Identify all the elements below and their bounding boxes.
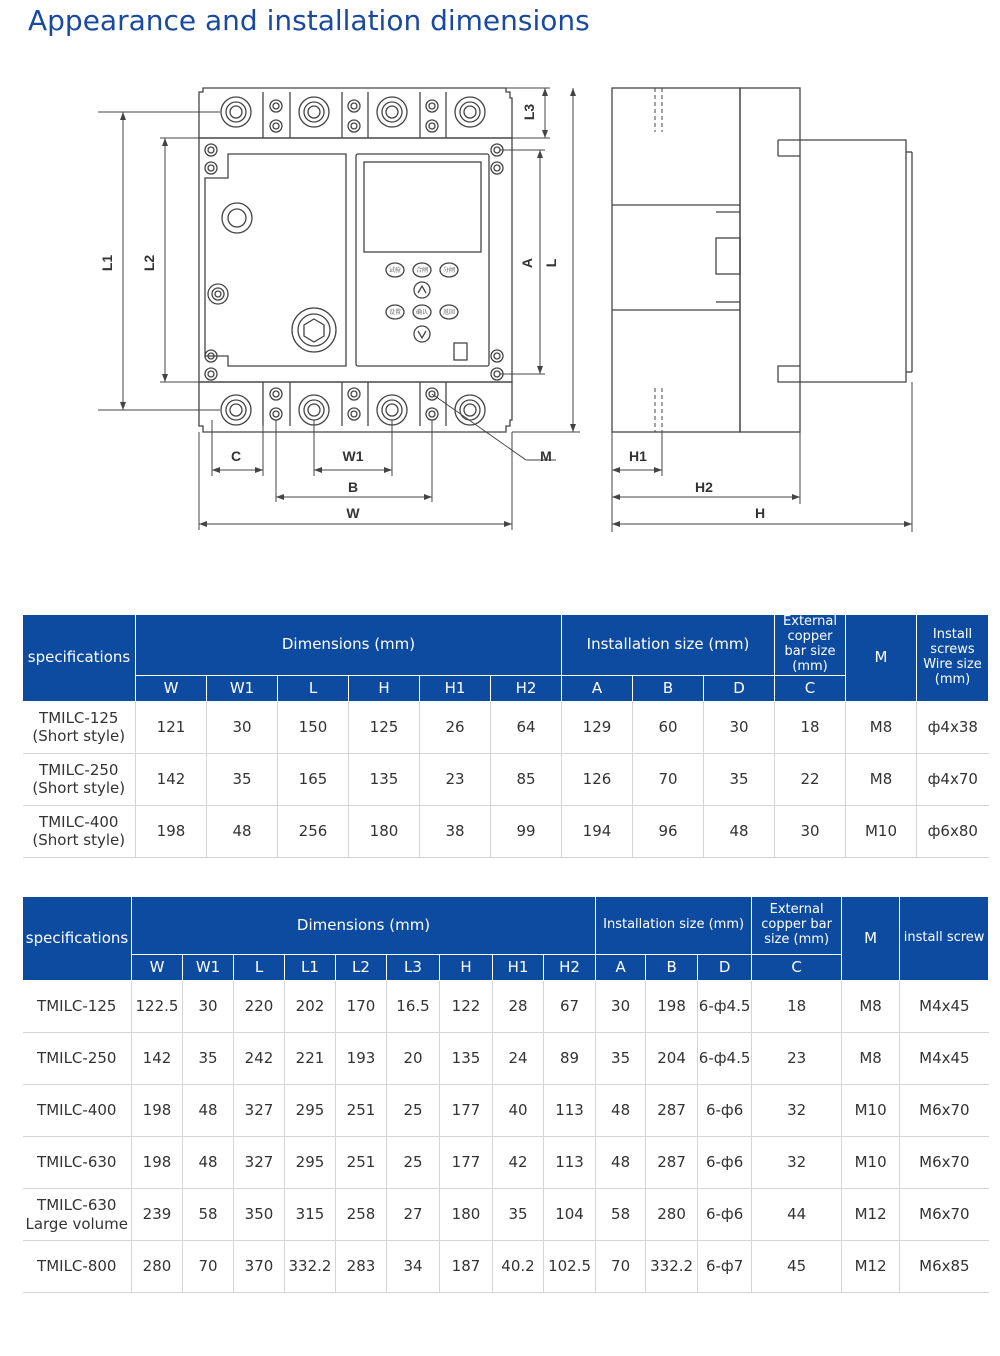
- cell: M6x85: [900, 1241, 989, 1293]
- model-name: TMILC-250: [39, 760, 119, 779]
- model-style: (Short style): [32, 831, 126, 850]
- cell: 126: [562, 753, 633, 805]
- cell: M8: [846, 701, 917, 753]
- cell: 142: [132, 1033, 183, 1085]
- cell: 204: [646, 1033, 698, 1085]
- copper-bar-header: External copper bar size (mm): [752, 897, 842, 955]
- model-name: TMILC-800: [37, 1257, 117, 1276]
- cell: 315: [285, 1189, 336, 1241]
- dim-label-l1: L1: [99, 254, 115, 272]
- panel-button-test: 试验: [388, 267, 402, 274]
- col-header: W1: [207, 675, 278, 701]
- cell: 45: [752, 1241, 842, 1293]
- dim-label-l2: L2: [141, 254, 157, 272]
- dimensions-header: Dimensions (mm): [132, 897, 596, 955]
- cell: 122.5: [132, 981, 183, 1033]
- col-header: W: [136, 675, 207, 701]
- cell: M10: [842, 1137, 900, 1189]
- cell: 89: [544, 1033, 596, 1085]
- col-header: D: [698, 955, 752, 981]
- cell: 99: [491, 805, 562, 857]
- panel-button-back: 返回: [442, 309, 456, 316]
- cell: 60: [633, 701, 704, 753]
- cell: 96: [633, 805, 704, 857]
- cell: 16.5: [387, 981, 440, 1033]
- cell: ф6x80: [917, 805, 989, 857]
- dim-label-h1: H1: [629, 448, 647, 464]
- page-title: Appearance and installation dimensions: [28, 4, 590, 37]
- dimension-drawing: [0, 60, 1000, 540]
- m-header: M: [842, 897, 900, 981]
- cell: 26: [420, 701, 491, 753]
- model-style: (Short style): [32, 779, 126, 798]
- cell: 6-ф6: [698, 1189, 752, 1241]
- table-row: [23, 1085, 989, 1137]
- cell: 34: [387, 1241, 440, 1293]
- col-header: C: [775, 675, 846, 701]
- table-row: [23, 701, 989, 753]
- cell: 6-ф6: [698, 1137, 752, 1189]
- cell: 30: [775, 805, 846, 857]
- cell: 193: [336, 1033, 387, 1085]
- model-name: TMILC-400: [39, 812, 119, 831]
- col-header: D: [704, 675, 775, 701]
- cell: 295: [285, 1085, 336, 1137]
- table-row: [23, 1189, 989, 1241]
- cell: 30: [596, 981, 646, 1033]
- panel-button-close: 合闸: [415, 267, 429, 274]
- cell: 40: [493, 1085, 544, 1137]
- cell: 283: [336, 1241, 387, 1293]
- dim-label-m: M: [540, 448, 552, 464]
- cell: 251: [336, 1137, 387, 1189]
- cell: ф4x70: [917, 753, 989, 805]
- cell: M4x45: [900, 1033, 989, 1085]
- cell: 85: [491, 753, 562, 805]
- cell: 30: [183, 981, 234, 1033]
- cell: 102.5: [544, 1241, 596, 1293]
- cell: ф4x38: [917, 701, 989, 753]
- table-row: [23, 753, 989, 805]
- cell: 113: [544, 1085, 596, 1137]
- cell: 44: [752, 1189, 842, 1241]
- cell: 58: [596, 1189, 646, 1241]
- cell: 28: [493, 981, 544, 1033]
- cell: 198: [646, 981, 698, 1033]
- col-header: B: [646, 955, 698, 981]
- m-header: M: [846, 615, 917, 702]
- cell: M8: [846, 753, 917, 805]
- panel-button-set: 设置: [388, 309, 402, 316]
- cell: 48: [596, 1085, 646, 1137]
- spec-table-short-style: [22, 614, 989, 858]
- col-header: B: [633, 675, 704, 701]
- cell: 280: [646, 1189, 698, 1241]
- dimensions-header: Dimensions (mm): [136, 615, 562, 676]
- cell: 23: [420, 753, 491, 805]
- cell: 194: [562, 805, 633, 857]
- cell: 122: [440, 981, 493, 1033]
- cell: 32: [752, 1137, 842, 1189]
- col-header: L: [278, 675, 349, 701]
- cell: 6-ф4.5: [698, 981, 752, 1033]
- cell: 187: [440, 1241, 493, 1293]
- cell: 48: [596, 1137, 646, 1189]
- cell: 135: [349, 753, 420, 805]
- dim-label-l: L: [543, 258, 559, 268]
- cell: 35: [183, 1033, 234, 1085]
- dim-label-w1: W1: [342, 448, 364, 464]
- dim-label-a: A: [519, 257, 535, 269]
- dim-label-b: B: [347, 479, 359, 495]
- col-header: L3: [387, 955, 440, 981]
- cell: 40.2: [493, 1241, 544, 1293]
- cell: 165: [278, 753, 349, 805]
- col-header: W: [132, 955, 183, 981]
- model-name: TMILC-125: [39, 708, 119, 727]
- col-header: L2: [336, 955, 387, 981]
- cell: 239: [132, 1189, 183, 1241]
- cell: 30: [704, 701, 775, 753]
- cell: 142: [136, 753, 207, 805]
- cell: 22: [775, 753, 846, 805]
- cell: 32: [752, 1085, 842, 1137]
- cell: 6-ф4.5: [698, 1033, 752, 1085]
- cell: 258: [336, 1189, 387, 1241]
- cell: 70: [596, 1241, 646, 1293]
- cell: 150: [278, 701, 349, 753]
- table-row: [23, 1241, 989, 1293]
- col-header: W1: [183, 955, 234, 981]
- cell: 35: [596, 1033, 646, 1085]
- model-style: (Short style): [32, 727, 126, 746]
- cell: 18: [775, 701, 846, 753]
- model-style: Large volume: [25, 1214, 129, 1233]
- dim-label-c: C: [230, 448, 242, 464]
- cell: 24: [493, 1033, 544, 1085]
- cell: M12: [842, 1189, 900, 1241]
- cell: 25: [387, 1085, 440, 1137]
- col-header: H2: [491, 675, 562, 701]
- model-name: TMILC-630: [37, 1153, 117, 1172]
- cell: 370: [234, 1241, 285, 1293]
- cell: 121: [136, 701, 207, 753]
- model-name: TMILC-250: [37, 1049, 117, 1068]
- table-row: [23, 1033, 989, 1085]
- cell: 70: [633, 753, 704, 805]
- spec-header: specifications: [23, 897, 132, 981]
- cell: 332.2: [646, 1241, 698, 1293]
- cell: 295: [285, 1137, 336, 1189]
- cell: 251: [336, 1085, 387, 1137]
- cell: 25: [387, 1137, 440, 1189]
- cell: 198: [132, 1085, 183, 1137]
- cell: 327: [234, 1085, 285, 1137]
- col-header: L: [234, 955, 285, 981]
- cell: 170: [336, 981, 387, 1033]
- cell: 27: [387, 1189, 440, 1241]
- cell: 104: [544, 1189, 596, 1241]
- cell: M8: [842, 981, 900, 1033]
- table-row: [23, 1137, 989, 1189]
- cell: 135: [440, 1033, 493, 1085]
- col-header: H1: [493, 955, 544, 981]
- installation-header: Installation size (mm): [596, 897, 752, 955]
- cell: 125: [349, 701, 420, 753]
- cell: M10: [846, 805, 917, 857]
- col-header: H: [349, 675, 420, 701]
- col-header: H: [440, 955, 493, 981]
- cell: 58: [183, 1189, 234, 1241]
- cell: M10: [842, 1085, 900, 1137]
- cell: 280: [132, 1241, 183, 1293]
- panel-button-confirm: 确认: [415, 309, 429, 316]
- model-name: TMILC-125: [37, 997, 117, 1016]
- cell: 67: [544, 981, 596, 1033]
- cell: 202: [285, 981, 336, 1033]
- col-header: H1: [420, 675, 491, 701]
- cell: 6-ф7: [698, 1241, 752, 1293]
- cell: 177: [440, 1137, 493, 1189]
- cell: 23: [752, 1033, 842, 1085]
- cell: 129: [562, 701, 633, 753]
- dim-label-w: W: [346, 505, 360, 521]
- cell: M6x70: [900, 1137, 989, 1189]
- col-header: A: [562, 675, 633, 701]
- cell: 48: [183, 1137, 234, 1189]
- cell: 35: [207, 753, 278, 805]
- cell: 6-ф6: [698, 1085, 752, 1137]
- cell: 113: [544, 1137, 596, 1189]
- cell: 198: [132, 1137, 183, 1189]
- cell: 70: [183, 1241, 234, 1293]
- cell: 20: [387, 1033, 440, 1085]
- installation-header: Installation size (mm): [562, 615, 775, 676]
- cell: 35: [704, 753, 775, 805]
- cell: 332.2: [285, 1241, 336, 1293]
- table-row: [23, 981, 989, 1033]
- cell: 48: [183, 1085, 234, 1137]
- cell: M6x70: [900, 1085, 989, 1137]
- cell: 180: [349, 805, 420, 857]
- dim-label-h2: H2: [695, 479, 713, 495]
- cell: 242: [234, 1033, 285, 1085]
- cell: 350: [234, 1189, 285, 1241]
- model-name: TMILC-630: [37, 1195, 117, 1214]
- cell: 287: [646, 1085, 698, 1137]
- cell: 177: [440, 1085, 493, 1137]
- cell: 287: [646, 1137, 698, 1189]
- cell: 38: [420, 805, 491, 857]
- cell: 18: [752, 981, 842, 1033]
- cell: 180: [440, 1189, 493, 1241]
- cell: M6x70: [900, 1189, 989, 1241]
- screw-header: install screw: [900, 897, 989, 981]
- panel-button-open: 分闸: [442, 267, 456, 274]
- cell: 30: [207, 701, 278, 753]
- cell: 35: [493, 1189, 544, 1241]
- copper-bar-header: External copper bar size (mm): [775, 615, 846, 676]
- col-header: A: [596, 955, 646, 981]
- table-row: [23, 805, 989, 857]
- cell: 256: [278, 805, 349, 857]
- cell: M12: [842, 1241, 900, 1293]
- cell: 48: [704, 805, 775, 857]
- col-header: C: [752, 955, 842, 981]
- cell: 221: [285, 1033, 336, 1085]
- col-header: L1: [285, 955, 336, 981]
- model-name: TMILC-400: [37, 1101, 117, 1120]
- cell: 220: [234, 981, 285, 1033]
- cell: M4x45: [900, 981, 989, 1033]
- cell: 48: [207, 805, 278, 857]
- col-header: H2: [544, 955, 596, 981]
- cell: M8: [842, 1033, 900, 1085]
- dim-label-l3: L3: [521, 103, 537, 121]
- spec-table-standard: [22, 896, 989, 1293]
- spec-header: specifications: [23, 615, 136, 702]
- dim-label-h: H: [754, 505, 766, 521]
- cell: 327: [234, 1137, 285, 1189]
- cell: 42: [493, 1137, 544, 1189]
- screw-header: Install screws Wire size (mm): [917, 615, 989, 702]
- cell: 198: [136, 805, 207, 857]
- cell: 64: [491, 701, 562, 753]
